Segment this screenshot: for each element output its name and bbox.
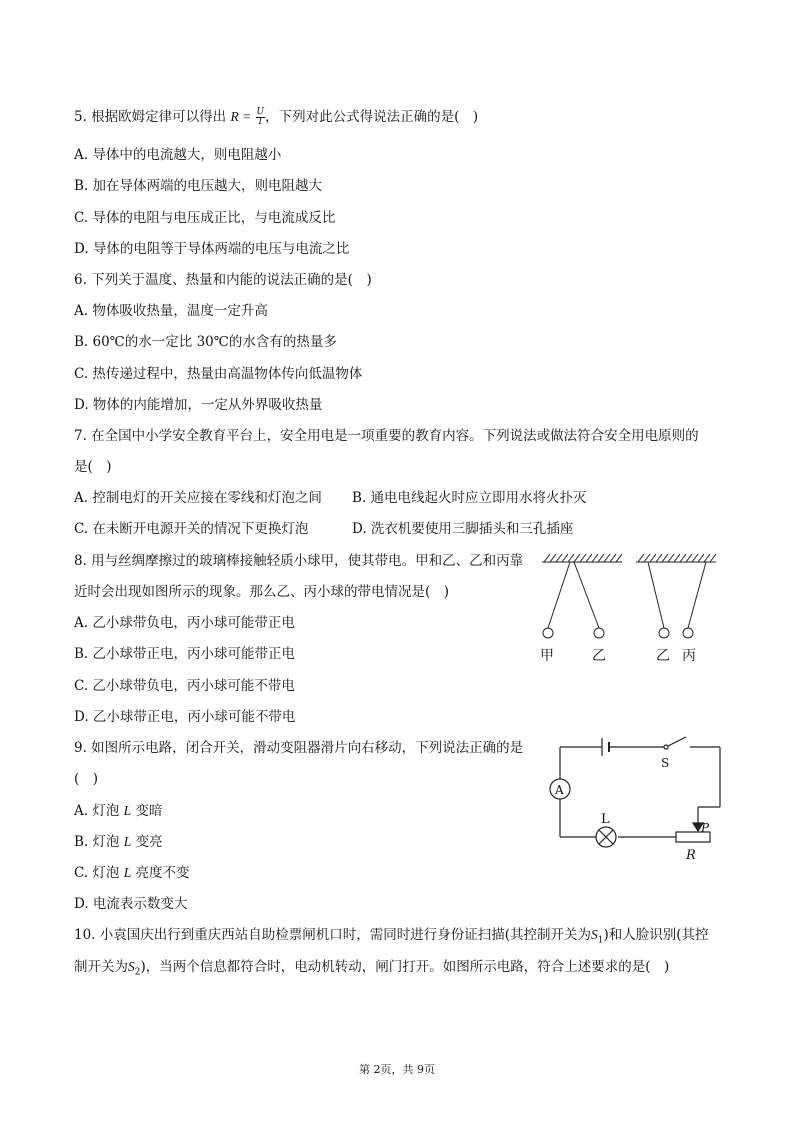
q9-option-d bbox=[74, 895, 187, 913]
q7-stem-line2: 是( ) bbox=[74, 459, 112, 475]
q9-stem-line2: ( ) bbox=[74, 771, 99, 787]
q5-formula-denominator: I bbox=[258, 117, 263, 127]
right-ceiling-hatch bbox=[638, 554, 716, 562]
page-footer: 第 2页，共 9页 bbox=[359, 1063, 435, 1076]
ammeter-label: A bbox=[555, 783, 564, 797]
ball-yi-left bbox=[594, 628, 604, 638]
q5-option-c: C. 导体的电阻与电压成正比，与电流成反比 bbox=[74, 210, 336, 226]
q10-s1-sub: 1 bbox=[597, 935, 604, 946]
q8-option-b: B. 乙小球带正电，丙小球可能带正电 bbox=[74, 646, 296, 662]
switch-label: S bbox=[661, 756, 670, 770]
string-bing bbox=[688, 562, 706, 628]
q10-s2-sub: 2 bbox=[134, 967, 141, 978]
q8-option-d: D. 乙小球带正电，丙小球可能不带电 bbox=[74, 709, 296, 725]
q8-ball-figure bbox=[530, 548, 730, 668]
q9-option-b-post: 变亮 bbox=[131, 834, 163, 850]
q9-option-b bbox=[74, 833, 163, 851]
q10-s2: S bbox=[128, 959, 135, 974]
q6-stem: 6. 下列关于温度、热量和内能的说法正确的是( ) bbox=[74, 272, 372, 288]
lamp-label: L bbox=[601, 812, 610, 827]
q8-option-a: A. 乙小球带负电，丙小球可能带正电 bbox=[74, 615, 295, 631]
q7-option-b: B. 通电电线起火时应立即用水将火扑灭 bbox=[352, 490, 587, 506]
q7-option-d: D. 洗衣机要使用三脚插头和三孔插座 bbox=[352, 521, 574, 537]
q7-stem-line1: 7. 在全国中小学安全教育平台上，安全用电是一项重要的教育内容。下列说法或做法符合安全用电原则的 bbox=[74, 428, 699, 444]
q9-option-a bbox=[74, 802, 162, 820]
slider-label: P bbox=[701, 821, 710, 835]
q9-option-a-post: 变暗 bbox=[131, 803, 163, 819]
q9-option-a-var: L bbox=[123, 803, 132, 818]
ball-jia bbox=[543, 628, 553, 638]
q9-option-c-var: L bbox=[123, 865, 132, 880]
rheostat-label: R bbox=[686, 848, 696, 863]
q9-circuit-figure bbox=[540, 735, 730, 865]
q10-line2-pre: 制开关为 bbox=[74, 959, 128, 975]
q9-stem-line1: 9. 如图所示电路，闭合开关，滑动变阻器滑片向右移动，下列说法正确的是 bbox=[74, 740, 524, 756]
q5-option-d: D. 导体的电阻等于导体两端的电压与电流之比 bbox=[74, 241, 350, 257]
q6-option-d: D. 物体的内能增加，一定从外界吸收热量 bbox=[74, 397, 323, 413]
q7-option-c: C. 在未断开电源开关的情况下更换灯泡 bbox=[74, 521, 309, 537]
label-bing: 丙 bbox=[682, 648, 696, 664]
q10-line2-post: )，当两个信息都符合时，电动机转动，闸门打开。如图所示电路，符合上述要求的是( ) bbox=[140, 959, 670, 975]
q10-line1 bbox=[74, 926, 709, 950]
q9-option-a-pre: A. 灯泡 bbox=[74, 803, 124, 819]
q10-s1: S bbox=[591, 927, 598, 942]
q5-option-b: B. 加在导体两端的电压越大，则电阻越大 bbox=[74, 178, 323, 194]
label-yi-1: 乙 bbox=[592, 648, 606, 664]
q6-option-a: A. 物体吸收热量，温度一定升高 bbox=[74, 303, 268, 319]
q5-stem bbox=[74, 108, 478, 127]
q9-option-c-pre: C. 灯泡 bbox=[74, 865, 124, 881]
label-jia: 甲 bbox=[540, 648, 554, 664]
q9-option-c bbox=[74, 864, 190, 882]
q9-option-d-pre: D. 电流表示数变大 bbox=[74, 896, 188, 912]
q5-stem-pre: 5. 根据欧姆定律可以得出 bbox=[74, 109, 231, 125]
q5-stem-post: ，下列对此公式得说法正确的是( ) bbox=[265, 109, 479, 125]
q8-stem-line2: 近时会出现如图所示的现象。那么乙、丙小球的带电情况是( ) bbox=[74, 584, 450, 600]
q9-option-b-pre: B. 灯泡 bbox=[74, 834, 124, 850]
string-yi-left bbox=[574, 562, 599, 628]
q5-option-a: A. 导体中的电流越大，则电阻越小 bbox=[74, 147, 282, 163]
q5-formula-numerator: U bbox=[256, 107, 265, 117]
q8-stem-line1: 8. 用与丝绸摩擦过的玻璃棒接触轻质小球甲，使其带电。甲和乙、乙和丙靠 bbox=[74, 553, 524, 569]
q7-option-a: A. 控制电灯的开关应接在零线和灯泡之间 bbox=[74, 490, 322, 506]
q6-option-c: C. 热传递过程中，热量由高温物体传向低温物体 bbox=[74, 366, 363, 382]
string-jia bbox=[548, 562, 570, 628]
q10-line1-post: )和人脸识别(其控 bbox=[603, 927, 709, 943]
q5-formula-lhs: R = bbox=[230, 109, 252, 124]
ball-bing bbox=[683, 628, 693, 638]
string-yi-right bbox=[648, 562, 664, 628]
q9-option-c-post: 亮度不变 bbox=[131, 865, 190, 881]
q9-option-b-var: L bbox=[123, 834, 132, 849]
q8-option-c: C. 乙小球带负电，丙小球可能不带电 bbox=[74, 678, 295, 694]
q5-formula-fraction bbox=[256, 108, 266, 127]
q6-option-b: B. 60℃的水一定比 30℃的水含有的热量多 bbox=[74, 334, 337, 350]
label-yi-2: 乙 bbox=[656, 648, 670, 664]
switch-pivot bbox=[664, 745, 668, 749]
switch-blade bbox=[668, 737, 686, 746]
q10-line1-pre: 10. 小袁国庆出行到重庆西站自助检票闸机口时，需同时进行身份证扫描(其控制开关为 bbox=[74, 927, 592, 943]
ball-yi-right bbox=[659, 628, 669, 638]
left-ceiling-hatch bbox=[544, 554, 622, 562]
q10-line2 bbox=[74, 958, 669, 982]
